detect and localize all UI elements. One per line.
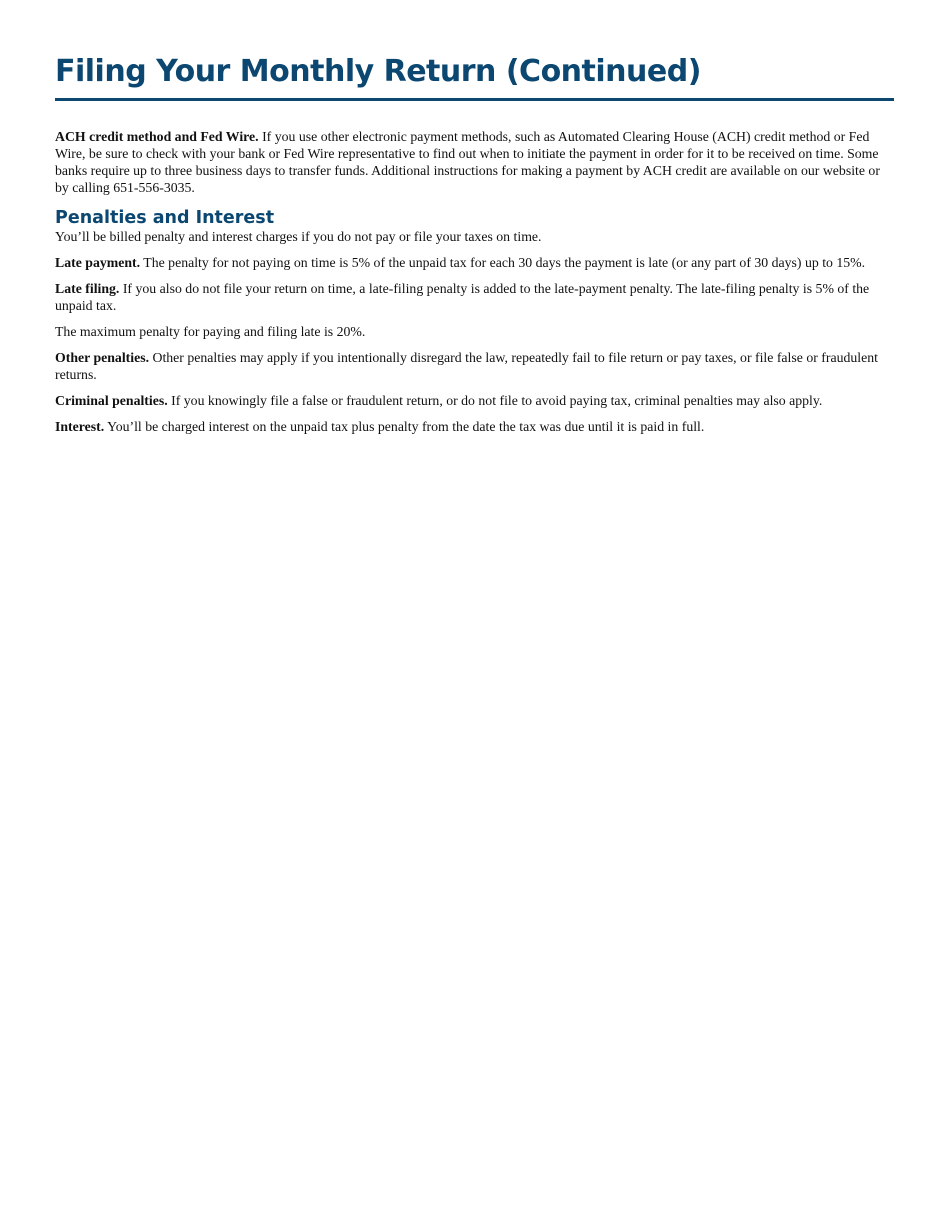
criminal-penalties-body: If you knowingly file a false or fraudulent return, or do not file to avoid paying tax, criminal penalties may also apply. — [167, 393, 823, 408]
ach-lead: ACH credit method and Fed Wire. — [55, 129, 259, 144]
ach-paragraph — [55, 128, 895, 196]
document-page — [55, 50, 895, 444]
other-penalties-paragraph — [55, 349, 895, 383]
late-payment-body: The penalty for not paying on time is 5% of the unpaid tax for each 30 days the payment is late (or any part of 30 days) up to 15%. — [140, 255, 866, 270]
page-title: Filing Your Monthly Return (Continued) — [55, 54, 701, 89]
interest-body: You’ll be charged interest on the unpaid tax plus penalty from the date the tax was due until it is paid in full. — [104, 419, 705, 434]
other-penalties-lead: Other penalties. — [55, 350, 150, 365]
late-filing-paragraph — [55, 280, 895, 314]
late-payment-lead: Late payment. — [55, 255, 141, 270]
title-divider — [55, 98, 894, 101]
penalties-intro: You’ll be billed penalty and interest charges if you do not pay or file your taxes on time. — [55, 229, 542, 244]
late-payment-paragraph — [55, 254, 895, 271]
criminal-penalties-lead: Criminal penalties. — [55, 393, 168, 408]
criminal-penalties-paragraph — [55, 392, 895, 409]
interest-lead: Interest. — [55, 419, 105, 434]
ach-body: If you use other electronic payment methods, such as Automated Clearing House (ACH) credit method or Fed Wire, be sure to check with your bank or Fed Wire representative to find out when to initiate the payment in order for it to be received on time. Some banks require up to three business days to transfer funds. Additional instructions for making a payment by ACH credit are available on our website or by calling 651-556-3035. — [55, 129, 880, 195]
maximum-penalty-paragraph — [55, 323, 895, 340]
maximum-penalty-body: The maximum penalty for paying and filing late is 20%. — [55, 324, 366, 339]
interest-paragraph — [55, 418, 895, 435]
other-penalties-body: Other penalties may apply if you intentionally disregard the law, repeatedly fail to file return or pay taxes, or file false or fraudulent returns. — [55, 350, 878, 382]
late-filing-lead: Late filing. — [55, 281, 120, 296]
late-filing-body: If you also do not file your return on time, a late-filing penalty is added to the late-payment penalty. The late-filing penalty is 5% of the unpaid tax. — [55, 281, 870, 313]
penalties-heading: Penalties and Interest — [55, 208, 275, 228]
